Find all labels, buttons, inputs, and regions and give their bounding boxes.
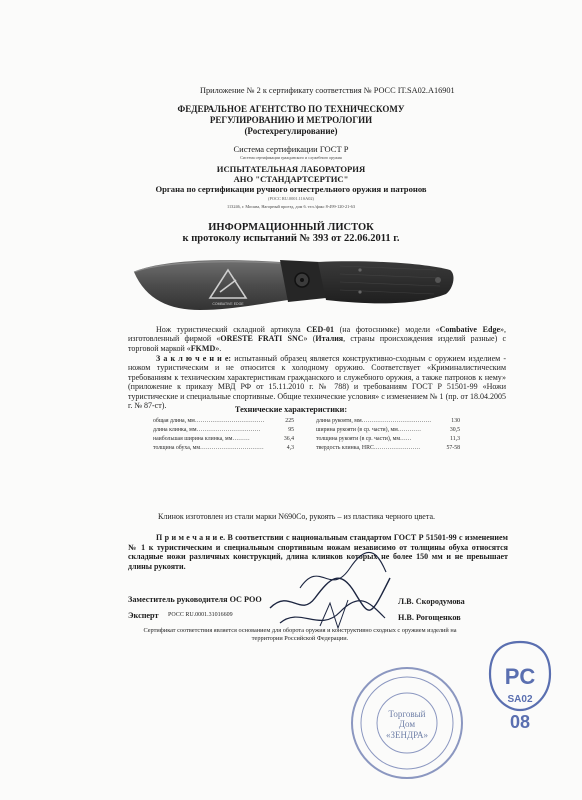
knife-logo-text: COMBATIVE EDGE	[212, 302, 244, 306]
pct-certification-mark	[488, 640, 552, 734]
document-title	[140, 222, 442, 244]
spec-label: толщина обуха, мм……………………………	[153, 445, 264, 451]
spec-row	[316, 445, 420, 451]
desc-text-4: » (	[303, 334, 316, 344]
footer-note: Сертификат соответствия является основанием для оборота оружия и конструктивно сходных с оружием изделий на территории Российской Федерации.	[143, 627, 457, 642]
stamp-text-2: Дом	[398, 719, 416, 729]
spec-label: длина рукояти, мм………………………………	[316, 418, 432, 424]
lab-registration: (РОСС RU.0001.11SA02)	[268, 196, 314, 201]
lab-line-3: Органа по сертификации ручного огнестрельного оружия и патронов	[155, 184, 427, 194]
round-stamp	[348, 664, 466, 782]
specs-title: Технические характеристики:	[234, 405, 348, 414]
spec-value: 30,5	[449, 427, 460, 433]
spec-value: 36,4	[283, 436, 294, 442]
knife-blade	[134, 260, 288, 310]
title-line-2: к протоколу испытаний № 393 от 22.06.2011 г.	[182, 233, 400, 244]
note-text: В соответствии с национальным стандартом ГОСТ Р 51501-99 с изменением № 1 к туристическим и специальным спортивным ножам независимо от толщины обуха относятся складные ножи различных конструкций, длина клинков которых не более 150 мм и не превышает длины рукояти.	[128, 533, 508, 571]
deputy-name: Л.В. Скородумова	[398, 597, 465, 606]
pct-number: 08	[509, 712, 531, 732]
pct-mark-text: PC	[504, 664, 536, 689]
spec-label: толщина рукояти (в ср. части), мм……	[316, 436, 412, 442]
spec-label: ширина рукояти (в ср. части), мм…………	[316, 427, 422, 433]
country-name: Италия	[315, 334, 344, 344]
spec-row	[153, 436, 250, 442]
conclusion-text: испытанный образец является конструктивно-сходным с оружием изделием - ножом туристическим и не относится к холодному оружию. Соответствует «Криминалистическим требованиям к техническим характеристикам гражданского и служебного оружия, а также патронов к нему» (приложение к приказу МВД РФ от 15.11.2010 г. № 788) и требованиям ГОСТ Р 51501-99 «Ножи туристические и специальные спортивные. Общие технические условия» с изменением № 1 (пр. от 18.04.2005 г. № 87-ст).	[128, 354, 506, 411]
spec-value: 130	[451, 418, 460, 424]
spec-row	[153, 445, 264, 451]
model-name: Combative Edge	[439, 325, 500, 334]
title-line-1: ИНФОРМАЦИОННЫЙ ЛИСТОК	[208, 222, 374, 233]
spec-row	[316, 427, 421, 433]
spec-row	[316, 436, 412, 442]
lab-address: 113246, г. Москва, Нагорный проезд, дом 6. тел./факс 8-499-120-21-63	[227, 204, 355, 209]
agency-line-2: РЕГУЛИРОВАНИЮ И МЕТРОЛОГИИ	[209, 114, 373, 125]
description-paragraph	[128, 325, 506, 353]
expert-role: Эксперт	[128, 611, 159, 620]
desc-text-1: Нож туристический складной артикула	[156, 325, 307, 334]
note-label: П р и м е ч а н и е.	[156, 533, 226, 542]
deputy-role: Заместитель руководителя ОС РОО	[128, 595, 262, 604]
lab-line-2: АНО "СТАНДАРТСЕРТИС"	[233, 174, 349, 184]
spec-value: 4,3	[286, 445, 294, 451]
pct-code: SA02	[507, 694, 533, 705]
conclusion-paragraph	[128, 354, 506, 410]
steel-note: Клинок изготовлен из стали марки N690Co, рукоять – из пластика черного цвета.	[158, 512, 436, 521]
desc-text-6: ».	[215, 343, 222, 353]
conclusion-label: З а к л ю ч е н и е:	[156, 354, 232, 363]
desc-text-2: (на фотоснимке) модели «	[333, 325, 440, 334]
knife-photo	[120, 248, 460, 328]
certification-system-sub: Система сертификации гражданского и служебного оружия	[240, 155, 342, 160]
agency-short-name: (Ростехрегулирование)	[244, 126, 338, 136]
spec-label: длина клинка, мм……………………………	[153, 427, 261, 433]
agency-title	[150, 104, 432, 125]
spec-value: 225	[285, 418, 294, 424]
spec-value: 95	[288, 427, 294, 433]
expert-name: Н.В. Рогощенков	[398, 613, 461, 622]
lab-line-1: ИСПЫТАТЕЛЬНАЯ ЛАБОРАТОРИЯ	[216, 164, 366, 174]
knife-handle	[318, 261, 453, 303]
agency-line-1: ФЕДЕРАЛЬНОЕ АГЕНТСТВО ПО ТЕХНИЧЕСКОМУ	[177, 104, 405, 114]
expert-registration: РОСС RU.0001.31016609	[168, 612, 233, 618]
desc-text-3: », изготовленный фирмой «	[128, 325, 506, 344]
spec-row	[316, 418, 431, 424]
spec-label: твердость клинка, HRC……………………	[316, 445, 421, 451]
annex-line: Приложение № 2 к сертификату соответствия № РОСС IT.SA02.A16901	[200, 86, 455, 95]
desc-text-5: , страны происхождения изделий разные) с торговой маркой «	[128, 334, 507, 353]
spec-label: наибольшая ширина клинка, мм………	[153, 436, 250, 442]
handwritten-signatures	[260, 548, 400, 638]
spec-value: 57-58	[446, 445, 460, 451]
spec-row	[153, 427, 260, 433]
manufacturer-name: ORESTE FRATI SNC	[220, 334, 304, 344]
article-code: CED-01	[306, 325, 334, 334]
certification-system: Система сертификации ГОСТ Р	[233, 144, 349, 154]
trademark-name: FKMD	[190, 343, 216, 353]
spec-row	[153, 418, 264, 424]
stamp-text-3: «ЗЕНДРА»	[386, 730, 428, 740]
stamp-text-1: Торговый	[388, 709, 426, 719]
spec-value: 11,3	[450, 436, 460, 442]
laboratory-block	[130, 164, 452, 194]
spec-label: общая длина, мм………………………………	[153, 418, 265, 424]
